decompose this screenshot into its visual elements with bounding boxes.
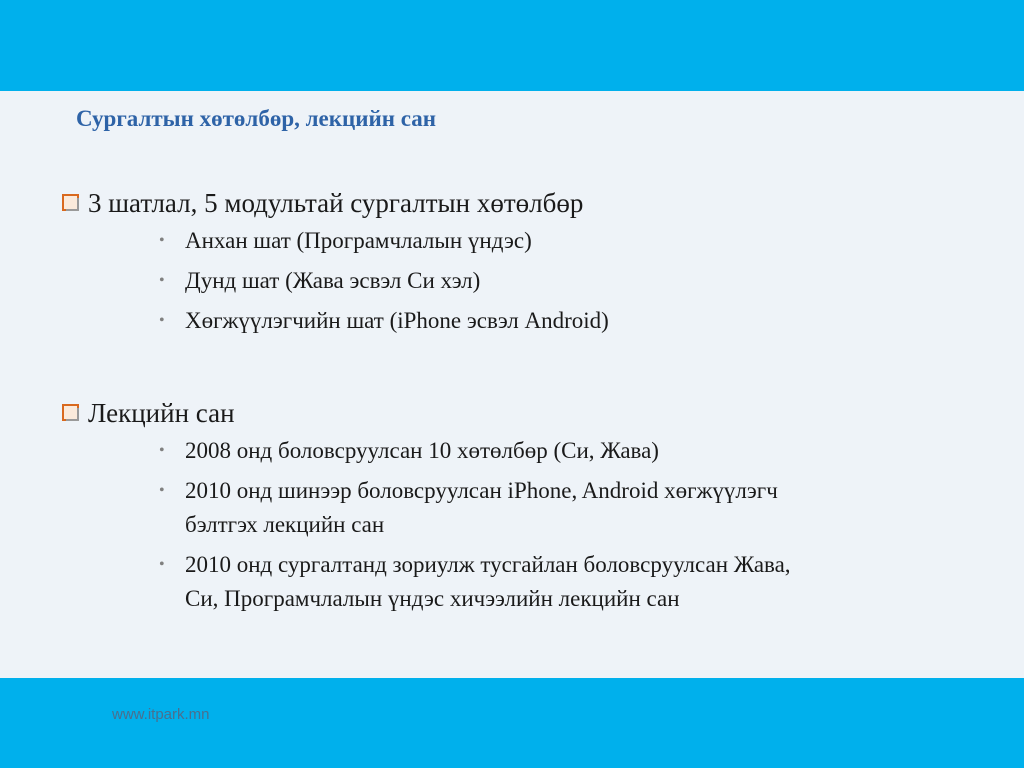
list-item <box>62 548 825 616</box>
top-banner <box>0 0 1024 91</box>
list-item <box>62 434 825 468</box>
section-lecture-library <box>62 393 962 616</box>
section-heading-text: 3 шатлал, 5 модультай сургалтын хөтөлбөр <box>88 188 584 218</box>
section-heading <box>62 183 962 223</box>
checkbox-icon <box>62 194 79 211</box>
bullet-icon: • <box>159 556 165 573</box>
slide-title: Сургалтын хөтөлбөр, лекцийн сан <box>76 106 436 131</box>
bullet-icon: • <box>159 482 165 499</box>
sub-list <box>62 434 962 616</box>
list-item <box>62 304 825 338</box>
section-heading-text: Лекцийн сан <box>88 398 235 428</box>
checkbox-icon <box>62 404 79 421</box>
footer-url: www.itpark.mn <box>112 706 210 723</box>
bullet-icon: • <box>159 232 165 249</box>
section-heading <box>62 393 962 433</box>
list-item-text: 2010 онд сургалтанд зориулж тусгайлан боловсруулсан Жава, Си, Програмчлалын үндэс хичээлийн лекцийн сан <box>185 552 791 611</box>
bullet-icon: • <box>159 272 165 289</box>
list-item-text: Анхан шат (Програмчлалын үндэс) <box>185 228 532 253</box>
list-item-text: Хөгжүүлэгчийн шат (iPhone эсвэл Android) <box>185 308 609 333</box>
section-curriculum <box>62 183 962 338</box>
list-item-text: 2010 онд шинээр боловсруулсан iPhone, Android хөгжүүлэгч бэлтгэх лекцийн сан <box>185 478 778 537</box>
bullet-icon: • <box>159 442 165 459</box>
list-item <box>62 224 825 258</box>
list-item-text: 2008 онд боловсруулсан 10 хөтөлбөр (Си, Жава) <box>185 438 659 463</box>
bottom-banner <box>0 678 1024 768</box>
bullet-icon: • <box>159 312 165 329</box>
list-item <box>62 474 825 542</box>
sub-list <box>62 224 962 338</box>
list-item <box>62 264 825 298</box>
list-item-text: Дунд шат (Жава эсвэл Си хэл) <box>185 268 481 293</box>
